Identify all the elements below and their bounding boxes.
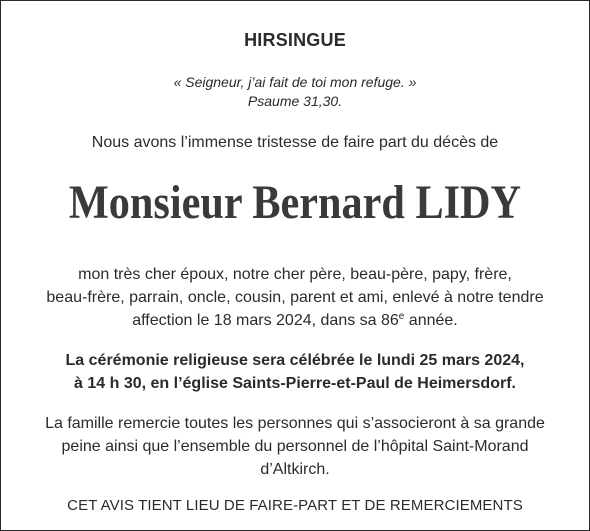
thanks-line-3: d’Altkirch. (260, 461, 330, 478)
description-line-3-end: année. (404, 312, 458, 329)
announcement-intro: Nous avons l’immense tristesse de faire part du décès de (91, 134, 499, 151)
quote-reference: Psaume 31,30. (247, 93, 343, 109)
footer-notice: CET AVIS TIENT LIEU DE FAIRE-PART ET DE REMERCIEMENTS (67, 497, 523, 514)
bible-quote: « Seigneur, j’ai fait de toi mon refuge. » (173, 74, 417, 90)
thanks-line-1: La famille remercie toutes les personnes qui s’associeront à sa grande (45, 415, 545, 432)
ceremony-line-2: à 14 h 30, en l’église Saints-Pierre-et-Paul de Heimersdorf. (74, 375, 516, 392)
ordinal-superscript: e (398, 311, 405, 322)
description-line-2: beau-frère, parrain, oncle, cousin, parent et ami, enlevé à notre tendre (46, 289, 544, 306)
thanks-line-2: peine ainsi que l’ensemble du personnel de l’hôpital Saint-Morand (61, 438, 529, 455)
ceremony-line-1: La cérémonie religieuse sera célébrée le lundi 25 mars 2024, (65, 352, 525, 369)
deceased-name: Monsieur Bernard LIDY (68, 176, 522, 229)
town-heading: HIRSINGUE (244, 30, 346, 50)
description-line-3-text: affection le 18 mars 2024, dans sa 86 (132, 312, 399, 329)
description-line-1: mon très cher époux, notre cher père, beau-père, papy, frère, (78, 266, 512, 283)
description-line-3 (1, 309, 589, 332)
